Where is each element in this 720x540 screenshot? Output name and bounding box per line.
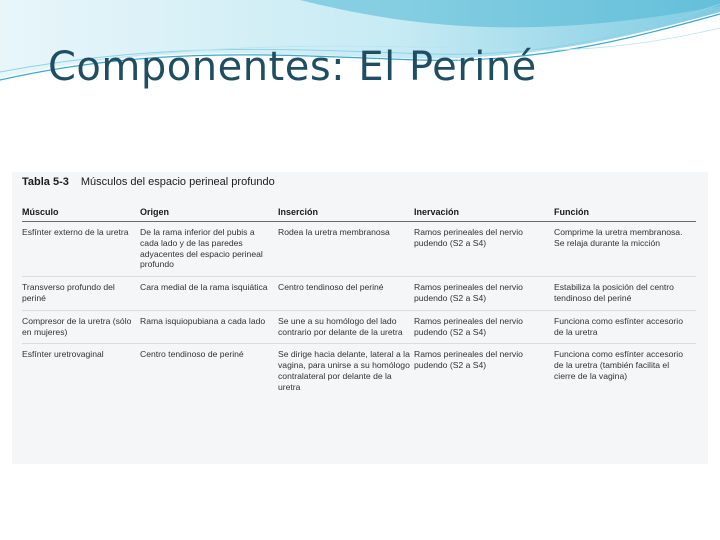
header-insercion: Inserción bbox=[278, 198, 414, 222]
table-image-panel bbox=[12, 172, 708, 464]
table-row bbox=[22, 222, 696, 277]
cell-insercion: Centro tendinoso del periné bbox=[278, 277, 414, 311]
cell-inervacion: Ramos perineales del nervio pudendo (S2 a S4) bbox=[414, 349, 523, 371]
cell-insercion: Se une a su homólogo del lado contrario por delante de la uretra bbox=[278, 310, 414, 344]
cell-musculo: Transverso profundo del periné bbox=[22, 277, 140, 311]
cell-funcion: Funciona como esfínter accesorio de la uretra bbox=[554, 310, 696, 344]
cell-musculo: Esfínter externo de la uretra bbox=[22, 222, 140, 277]
header-inervacion: Inervación bbox=[414, 198, 554, 222]
table-row bbox=[22, 277, 696, 311]
cell-musculo: Compresor de la uretra (sólo en mujeres) bbox=[22, 310, 140, 344]
table-row bbox=[22, 344, 696, 399]
cell-inervacion: Ramos perineales del nervio pudendo (S2 a S4) bbox=[414, 310, 554, 344]
cell-origen: Cara medial de la rama isquiática bbox=[140, 277, 278, 311]
table-header-row bbox=[22, 198, 696, 222]
cell-funcion: Funciona como esfínter accesorio de la uretra (también facilita el cierre de la vagina) bbox=[554, 349, 683, 381]
slide-title: Componentes: El Periné bbox=[48, 44, 537, 90]
cell-funcion: Estabiliza la posición del centro tendinoso del periné bbox=[554, 277, 696, 311]
cell-inervacion: Ramos perineales del nervio pudendo (S2 a S4) bbox=[414, 222, 554, 277]
cell-origen: De la rama inferior del pubis a cada lado y de las paredes adyacentes del espacio perineal profundo bbox=[140, 222, 278, 277]
header-musculo: Músculo bbox=[22, 198, 140, 222]
cell-musculo: Esfínter uretrovaginal bbox=[22, 349, 104, 360]
cell-insercion: Se dirige hacia delante, lateral a la vagina, para unirse a su homólogo contralateral por delante de la uretra bbox=[278, 349, 410, 392]
cell-insercion: Rodea la uretra membranosa bbox=[278, 222, 414, 277]
cell-funcion: Comprime la uretra membranosa. Se relaja durante la micción bbox=[554, 222, 696, 277]
cell-origen: Centro tendinoso de periné bbox=[140, 349, 244, 360]
header-funcion: Función bbox=[554, 198, 696, 222]
header-origen: Origen bbox=[140, 198, 278, 222]
cell-inervacion: Ramos perineales del nervio pudendo (S2 a S4) bbox=[414, 277, 554, 311]
muscles-table bbox=[22, 198, 696, 399]
table-caption-text: Músculos del espacio perineal profundo bbox=[80, 176, 275, 188]
table-row bbox=[22, 310, 696, 344]
table-number: Tabla 5-3 bbox=[22, 176, 69, 188]
table-caption bbox=[22, 176, 696, 198]
cell-origen: Rama isquiopubiana a cada lado bbox=[140, 310, 278, 344]
